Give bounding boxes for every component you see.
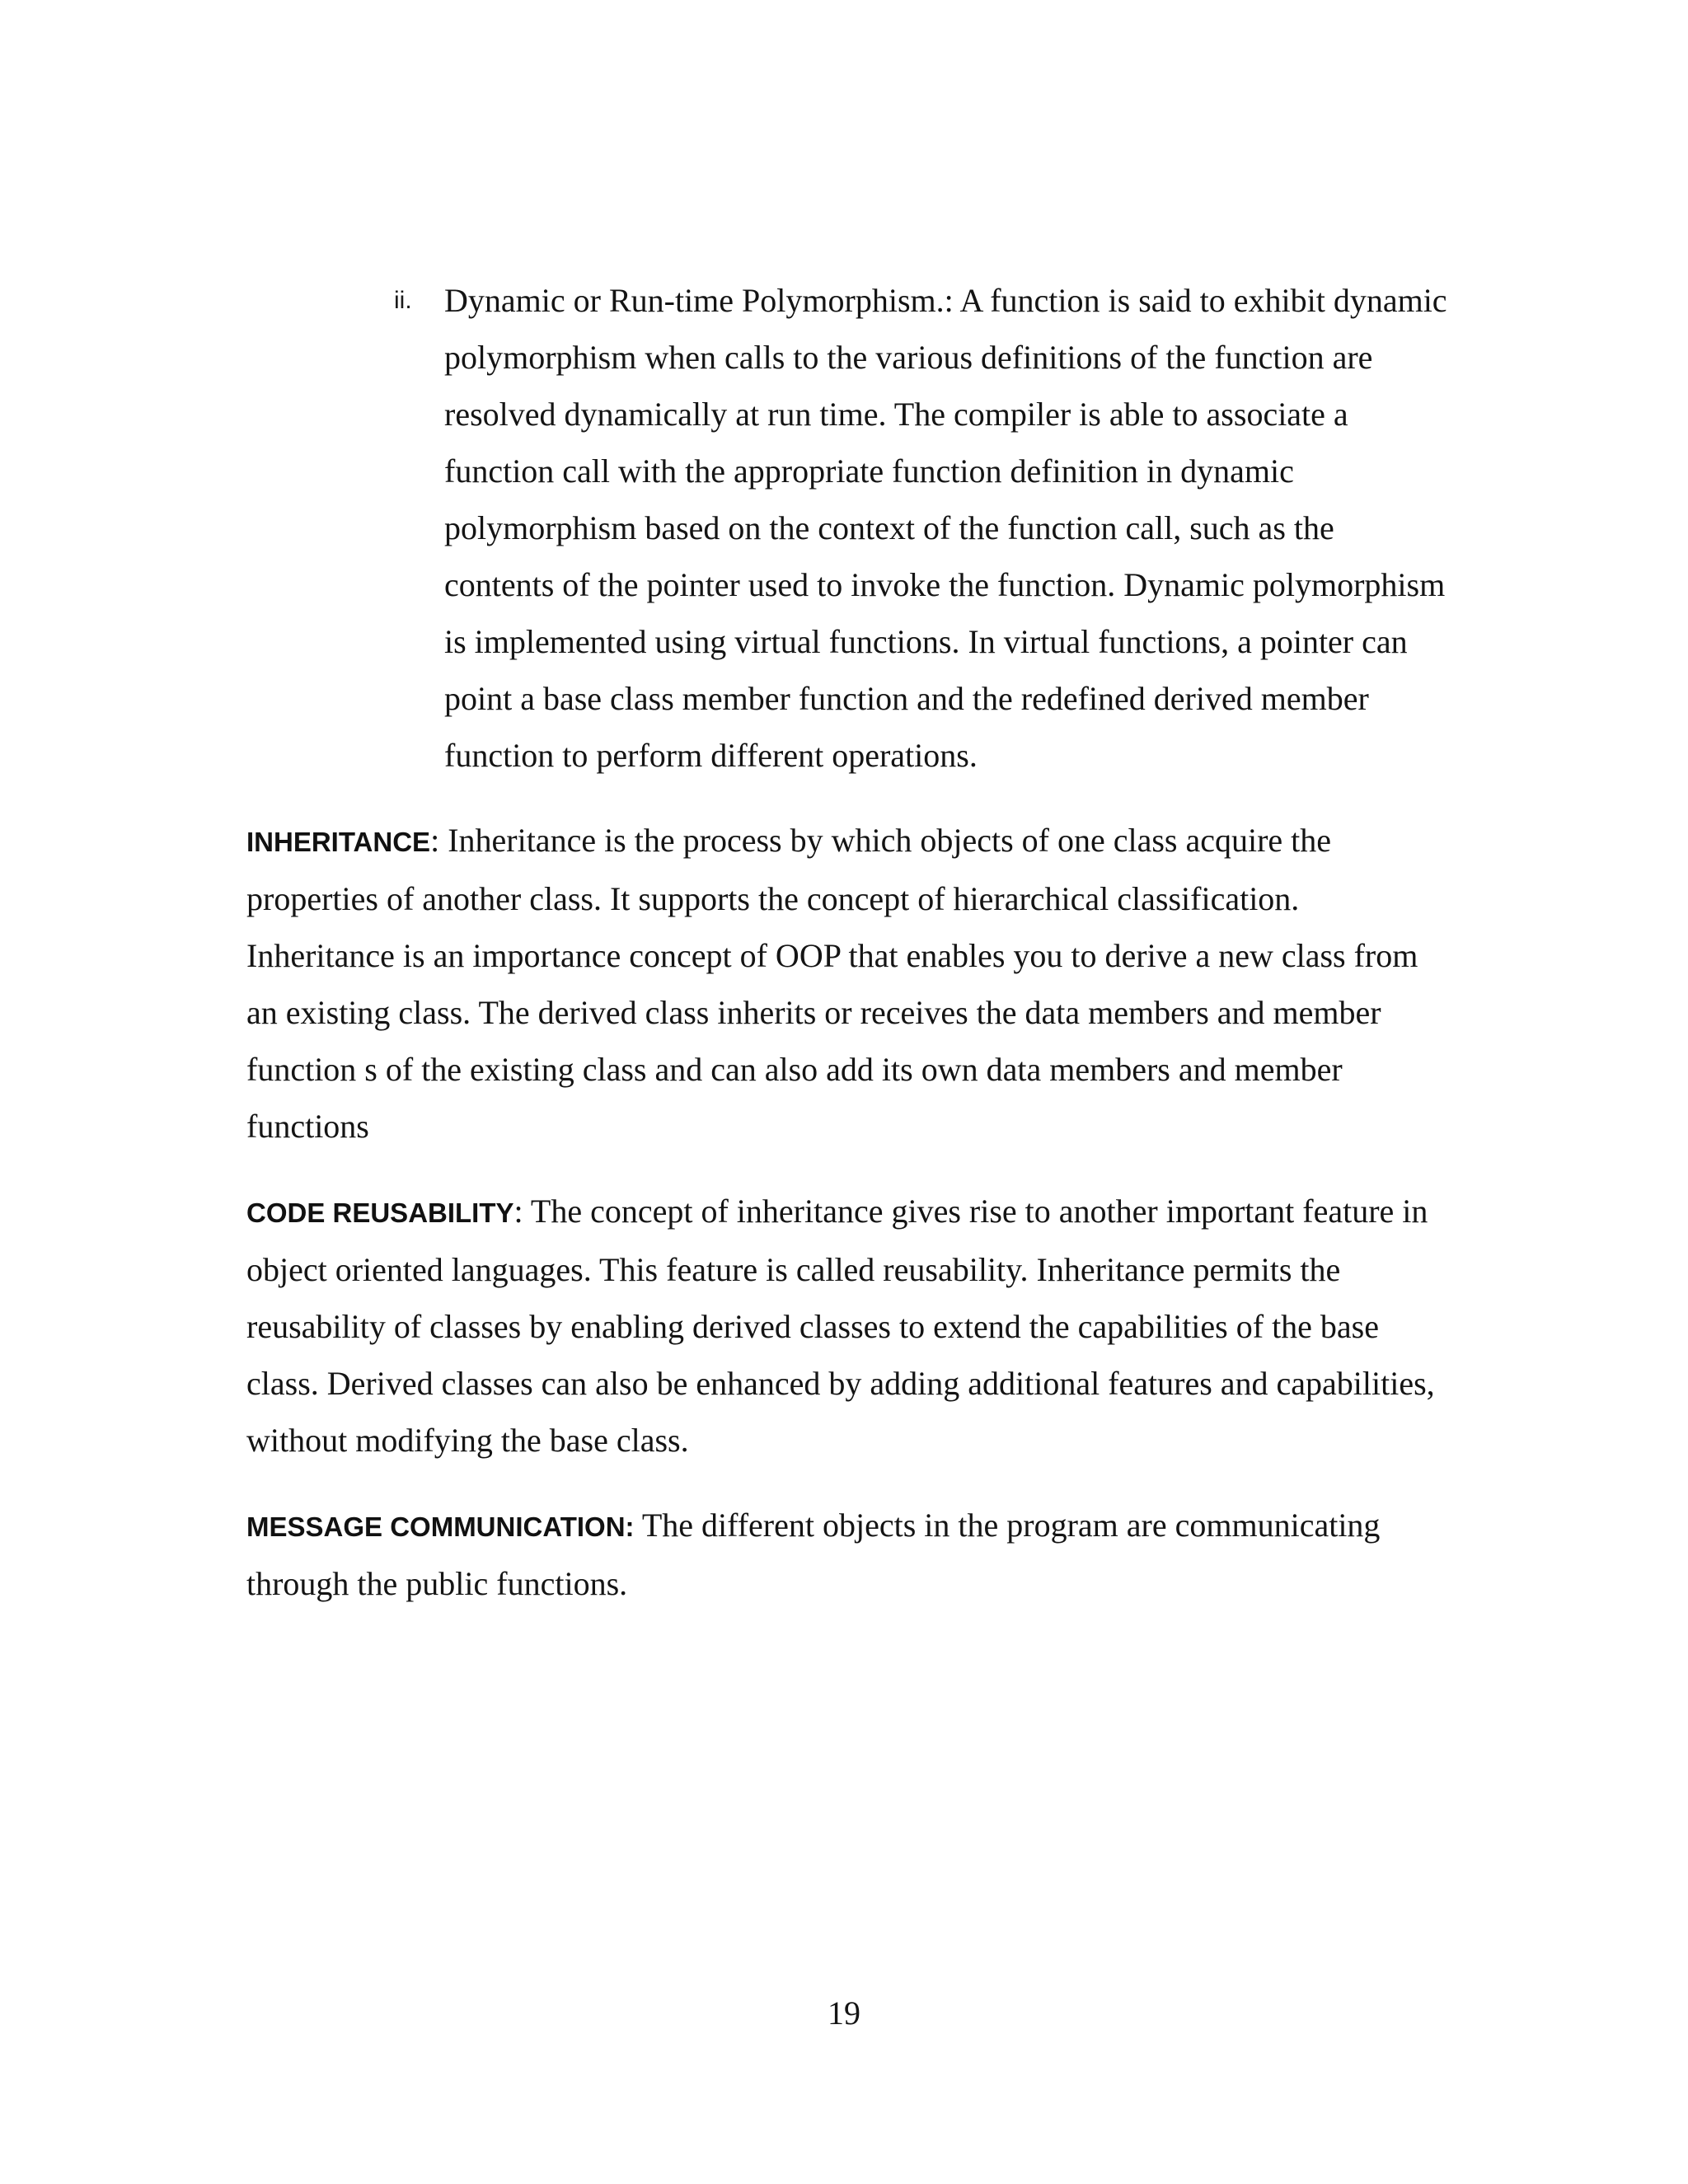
heading-separator: : [513,1193,531,1230]
paragraph-inheritance [246,812,1450,1155]
heading-separator: : [430,822,448,859]
paragraph-body: The different objects in the program are communicating through the public functions. [246,1507,1381,1602]
paragraph-code-reusability [246,1183,1450,1469]
list-item-dynamic-polymorphism [394,272,1449,784]
heading-separator [635,1507,642,1544]
heading-message-communication: MESSAGE COMMUNICATION: [246,1511,635,1542]
paragraph-message-communication [246,1497,1450,1612]
paragraph-body: The concept of inheritance gives rise to another important feature in object oriented languages. This feature is called reusability. Inheritance permits the reusability of classes by enabling derived classes to extend the capabilities of the base class. Derived classes can also be enhanced by adding additional features and capabilities, without modifying the base class. [246,1193,1435,1459]
paragraph-body: Inheritance is the process by which objects of one class acquire the properties of another class. It supports the concept of hierarchical classification. Inheritance is an importance concept of OOP that enables you to derive a new class from an existing class. The derived class inherits or receives the data members and member function s of the existing class and can also add its own data members and member functions [246,822,1418,1145]
heading-code-reusability: CODE REUSABILITY [246,1197,514,1228]
list-item-text: Dynamic or Run-time Polymorphism.: A function is said to exhibit dynamic polymorphism when calls to the various definitions of the function are resolved dynamically at run time. The compiler is able to associate a function call with the appropriate function definition in dynamic polymorphism based on the context of the function call, such as the contents of the pointer used to invoke the function. Dynamic polymorphism is implemented using virtual functions. In virtual functions, a pointer can point a base class member function and the redefined derived member function to perform different operations. [444,282,1447,774]
page-number: 19 [828,1994,860,2032]
heading-inheritance: INHERITANCE [246,827,431,857]
list-marker: ii. [394,287,412,314]
